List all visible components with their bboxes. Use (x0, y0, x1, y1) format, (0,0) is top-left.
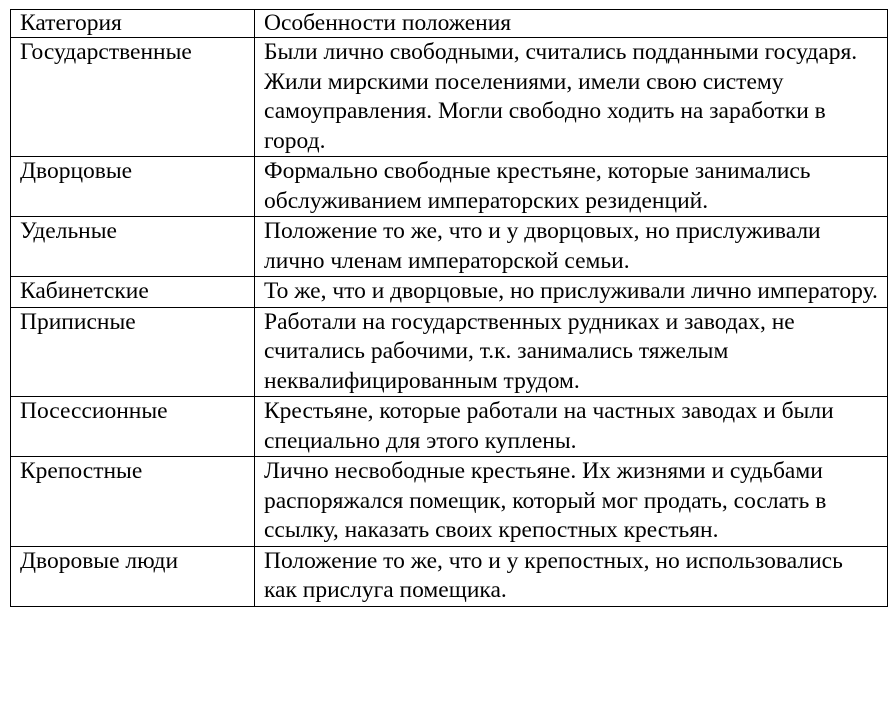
features-cell: Работали на государственных рудниках и заводах, не считались рабочими, т.к. занимались тяжелым неквалифицированным трудом. (255, 307, 888, 397)
features-cell: Лично несвободные крестьяне. Их жизнями и судьбами распоряжался помещик, который мог продать, сослать в ссылку, наказать своих крепостных крестьян. (255, 457, 888, 547)
header-features: Особенности положения (255, 10, 888, 38)
table-row (11, 546, 888, 606)
features-cell: Положение то же, что и у крепостных, но использовались как прислуга помещика. (255, 546, 888, 606)
features-cell: Положение то же, что и у дворцовых, но прислуживали лично членам императорской семьи. (255, 217, 888, 277)
features-cell: То же, что и дворцовые, но прислуживали лично императору. (255, 277, 888, 308)
table-header-row (11, 10, 888, 38)
table-row (11, 157, 888, 217)
peasant-categories-table (10, 9, 888, 607)
features-cell: Были лично свободными, считались подданными государя. Жили мирскими поселениями, имели свою систему самоуправления. Могли свободно ходить на заработки в город. (255, 38, 888, 157)
table-row (11, 277, 888, 308)
table-row (11, 217, 888, 277)
table-body (11, 38, 888, 607)
table-header (11, 10, 888, 38)
table-row (11, 38, 888, 157)
features-cell: Формально свободные крестьяне, которые занимались обслуживанием императорских резиденций. (255, 157, 888, 217)
category-cell: Дворовые люди (11, 546, 255, 606)
category-cell: Удельные (11, 217, 255, 277)
category-cell: Государственные (11, 38, 255, 157)
table-row (11, 397, 888, 457)
features-cell: Крестьяне, которые работали на частных заводах и были специально для этого куплены. (255, 397, 888, 457)
category-cell: Приписные (11, 307, 255, 397)
table-row (11, 457, 888, 547)
category-cell: Посессионные (11, 397, 255, 457)
category-cell: Крепостные (11, 457, 255, 547)
table-row (11, 307, 888, 397)
header-category: Категория (11, 10, 255, 38)
category-cell: Кабинетские (11, 277, 255, 308)
category-cell: Дворцовые (11, 157, 255, 217)
